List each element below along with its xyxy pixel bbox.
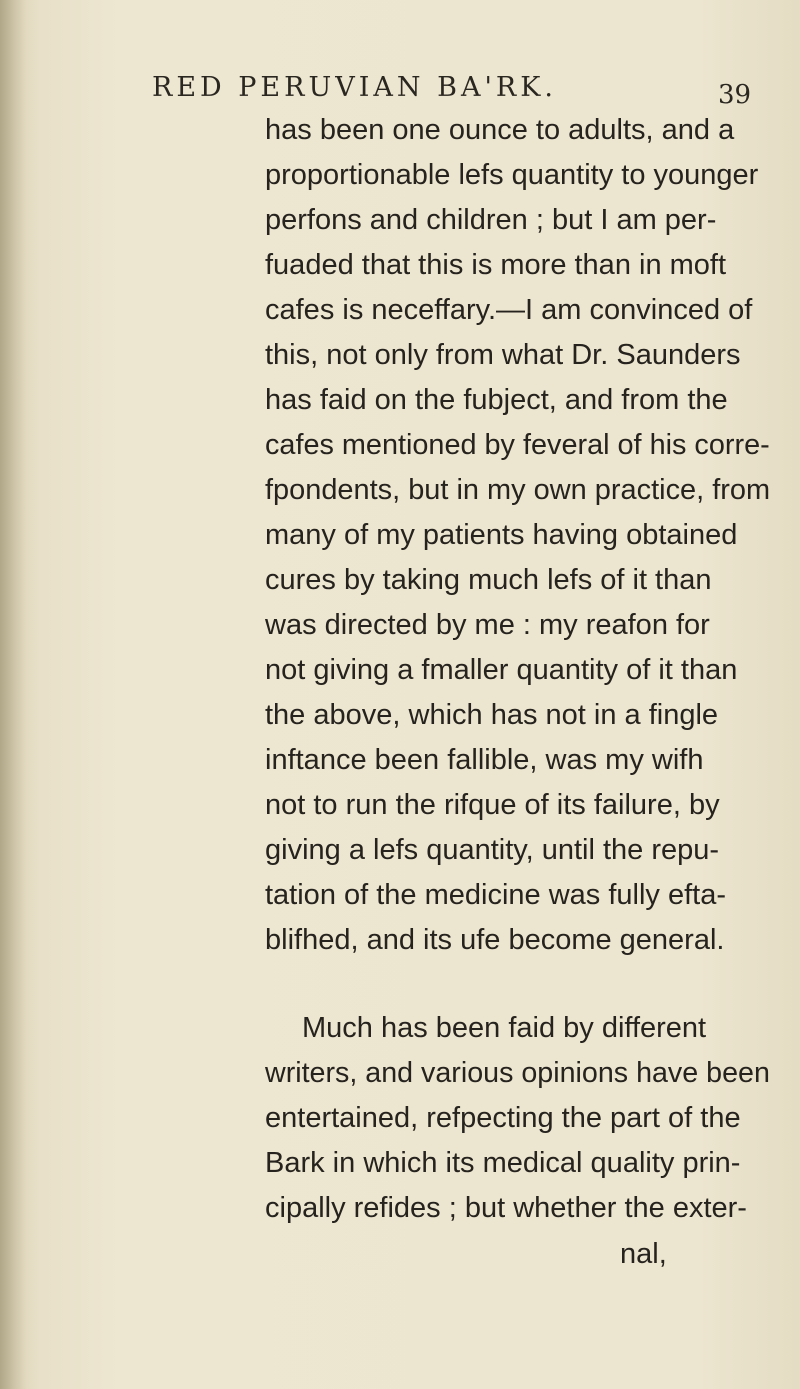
page-number: 39	[718, 80, 752, 110]
text-line: inftance been fallible, was my wifh	[265, 744, 704, 776]
text-line: fuaded that this is more than in moft	[265, 249, 727, 281]
text-line: giving a lefs quantity, until the repu-	[265, 834, 720, 866]
text-line: Much has been faid by different	[302, 1012, 707, 1044]
text-line: fpondents, but in my own practice, from	[265, 474, 771, 506]
text-line: has faid on the fubject, and from the	[265, 384, 728, 416]
text-line: proportionable lefs quantity to younger	[265, 159, 759, 191]
text-line: blifhed, and its ufe become general.	[265, 924, 725, 956]
text-line: entertained, refpecting the part of the	[265, 1102, 741, 1134]
text-line: this, not only from what Dr. Saunders	[265, 339, 741, 371]
text-line: tation of the medicine was fully efta-	[265, 879, 727, 911]
text-line: has been one ounce to adults, and a	[265, 114, 735, 146]
text-line: Bark in which its medical quality prin-	[265, 1147, 741, 1179]
text-line: perfons and children ; but I am per-	[265, 204, 717, 236]
text-line: not to run the rifque of its failure, by	[265, 789, 720, 821]
text-line: cafes mentioned by feveral of his corre-	[265, 429, 770, 461]
text-line: cafes is neceffary.—I am convinced of	[265, 294, 753, 326]
text-line: many of my patients having obtained	[265, 519, 738, 551]
running-title: RED PERUVIAN BA'RK.	[152, 72, 557, 103]
text-line: cipally refides ; but whether the exter-	[265, 1192, 747, 1224]
text-line: writers, and various opinions have been	[265, 1057, 770, 1089]
catchword: nal,	[620, 1238, 667, 1270]
text-line: the above, which has not in a fingle	[265, 699, 719, 731]
text-line: was directed by me : my reafon for	[265, 609, 710, 641]
text-line: not giving a fmaller quantity of it than	[265, 654, 738, 686]
text-line: cures by taking much lefs of it than	[265, 564, 712, 596]
